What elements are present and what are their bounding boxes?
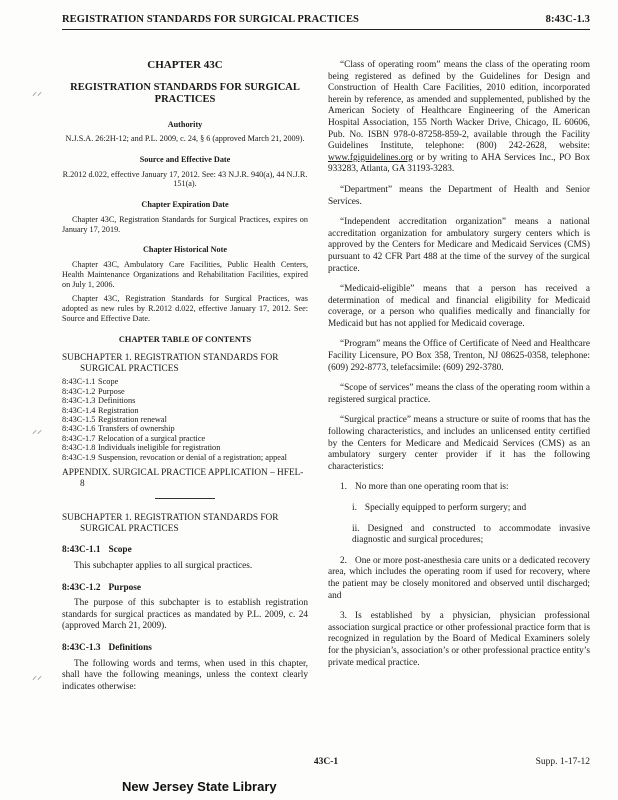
toc-item: 8:43C-1.6 Transfers of ownership bbox=[62, 424, 175, 434]
purpose-body: The purpose of this subchapter is to establish registration standards for surgical practices as mandated by P.L. 2009, c. 24 (approved March 21, 2009). bbox=[62, 598, 308, 632]
toc-item: 8:43C-1.3 Definitions bbox=[62, 396, 136, 406]
left-column bbox=[62, 60, 308, 701]
source-text: R.2012 d.022, effective January 17, 2012. See: 43 N.J.R. 940(a), 44 N.J.R. 151(a). bbox=[62, 169, 308, 189]
expiration-heading: Chapter Expiration Date bbox=[141, 200, 229, 210]
library-stamp: New Jersey State Library bbox=[122, 779, 277, 794]
section-divider bbox=[155, 498, 215, 499]
expiration-text: Chapter 43C, Registration Standards for Surgical Practices, expires on January 17, 2019. bbox=[62, 214, 308, 234]
definition-accreditation-organization: “Independent accreditation organization” means a national accreditation organization for ambulatory surgery centers which is approved by the Centers for Medicare and Medicaid Services (CMS) pursuant to 42 CFR Part 488 at the time of the survey of the surgical practice. bbox=[328, 217, 590, 274]
running-header bbox=[62, 14, 590, 25]
list-item: ii. Designed and constructed to accommodate invasive diagnostic and surgical procedures; bbox=[352, 523, 590, 546]
definition-program: “Program” means the Office of Certificate of Need and Healthcare Facility Licensure, PO Box 358, Trenton, NJ 08625-0358, telephone: (609) 292-8773, telefacsimile: (609) 292-3780. bbox=[328, 339, 590, 373]
toc-appendix: APPENDIX. SURGICAL PRACTICE APPLICATION – HFEL-8 bbox=[62, 467, 304, 489]
supplement-date: Supp. 1-17-12 bbox=[535, 757, 590, 767]
authority-heading: Authority bbox=[167, 119, 203, 129]
chapter-title: REGISTRATION STANDARDS FOR SURGICAL PRACTICES bbox=[70, 81, 300, 106]
toc-item: 8:43C-1.1 Scope bbox=[62, 377, 119, 387]
scope-body: This subchapter applies to all surgical practices. bbox=[74, 560, 253, 571]
definition-surgical-practice: “Surgical practice” means a structure or suite of rooms that has the following characteristics, and includes an unlicensed entity certified by the Centers for Medicare and Medicaid Services (CMS) as an ambulatory surgery center provider if it has the following characteristics: bbox=[328, 415, 590, 472]
list-item: i. Specially equipped to perform surgery; and bbox=[352, 503, 527, 513]
right-column bbox=[328, 60, 590, 678]
page-number: 43C-1 bbox=[313, 757, 339, 767]
definition-class-of-operating-room: “Class of operating room” means the class of the operating room being registered as defined by the Guidelines for Design and Construction of Health Care Facilities, 2010 edition, incorporated herein by reference, as amended and supplemented, published by the American Society of Healthcare Engineering of the American Hospital Association, 155 North Wacker Drive, Chicago, IL 60606, Pub. No. ISBN 978-0-87258-859-2, available through the Facility Guidelines Institute, telephone: (800) 242-2628, website: www.fgiguidelines.org or by writing to AHA Services Inc., PO Box 933283, Atlanta, GA 31193-3283. bbox=[328, 60, 590, 175]
toc-item: 8:43C-1.2 Purpose bbox=[62, 386, 125, 396]
margin-check-mark-icon: ⸝⸝ bbox=[32, 87, 42, 98]
header-rule bbox=[62, 29, 590, 30]
section-heading-scope: 8:43C-1.1 Scope bbox=[62, 545, 132, 556]
definition-medicaid-eligible: “Medicaid-eligible” means that a person has received a determination of medical and financial eligibility for Medicaid coverage, or a person who qualifies medically and financially for Medicaid but has not applied for Medicaid coverage. bbox=[328, 284, 590, 329]
header-code: 8:43C-1.3 bbox=[545, 14, 590, 25]
chapter-number: CHAPTER 43C bbox=[147, 59, 223, 71]
definition-scope-of-services: “Scope of services” means the class of the operating room within a registered surgical practice. bbox=[328, 383, 590, 405]
history-text-2: Chapter 43C, Registration Standards for Surgical Practices, was adopted as new rules by R.2012 d.022, effective January 17, 2012. See: Source and Effective Date. bbox=[62, 294, 308, 323]
history-text-1: Chapter 43C, Ambulatory Care Facilities, Public Health Centers, Health Maintenance Organizations and Rehabilitation Facilities, expired on July 1, 2006. bbox=[62, 259, 308, 289]
list-item: 2. One or more post-anesthesia care units or a dedicated recovery area, which includes the operating room if used for recovery, where the patient may be closely monitored and observed until discharged; and bbox=[328, 555, 590, 601]
list-item: 1. No more than one operating room that is: bbox=[340, 482, 509, 493]
list-item: 3. Is established by a physician, physician professional association surgical practice or other professional practice form that is recognized in regulation by the Board of Medical Examiners solely for the physician’s, association’s or other professional practice entity’s private medical practice. bbox=[328, 611, 590, 668]
page-footer bbox=[62, 757, 590, 767]
margin-check-mark-icon: ⸝⸝ bbox=[32, 425, 42, 436]
toc-subchapter: SUBCHAPTER 1. REGISTRATION STANDARDS FOR SURGICAL PRACTICES bbox=[62, 353, 279, 375]
authority-text: N.J.S.A. 26:2H-12; and P.L. 2009, c. 24, § 6 (approved March 21, 2009). bbox=[65, 134, 305, 144]
toc-item: 8:43C-1.4 Registration bbox=[62, 405, 139, 415]
toc-list bbox=[62, 377, 308, 462]
toc-item: 8:43C-1.7 Relocation of a surgical practice bbox=[62, 433, 206, 443]
toc-item: 8:43C-1.5 Registration renewal bbox=[62, 414, 167, 424]
definition-department: “Department” means the Department of Health and Senior Services. bbox=[328, 184, 590, 207]
guidelines-link[interactable]: www.fgiguidelines.org bbox=[328, 152, 413, 163]
section-heading-purpose: 8:43C-1.2 Purpose bbox=[62, 582, 142, 593]
header-title: REGISTRATION STANDARDS FOR SURGICAL PRACTICES bbox=[62, 14, 359, 25]
source-heading: Source and Effective Date bbox=[139, 154, 231, 164]
history-heading: Chapter Historical Note bbox=[143, 245, 227, 255]
toc-heading: CHAPTER TABLE OF CONTENTS bbox=[118, 334, 252, 344]
toc-item: 8:43C-1.9 Suspension, revocation or denial of a registration; appeal bbox=[62, 452, 287, 462]
margin-check-mark-icon: ⸝⸝ bbox=[32, 671, 42, 682]
definitions-intro: The following words and terms, when used in this chapter, shall have the following meanings, unless the context clearly indicates otherwise: bbox=[62, 658, 308, 692]
toc-item: 8:43C-1.8 Individuals ineligible for registration bbox=[62, 443, 221, 453]
section-heading-definitions: 8:43C-1.3 Definitions bbox=[62, 642, 152, 653]
subchapter-title: SUBCHAPTER 1. REGISTRATION STANDARDS FOR SURGICAL PRACTICES bbox=[62, 512, 279, 535]
